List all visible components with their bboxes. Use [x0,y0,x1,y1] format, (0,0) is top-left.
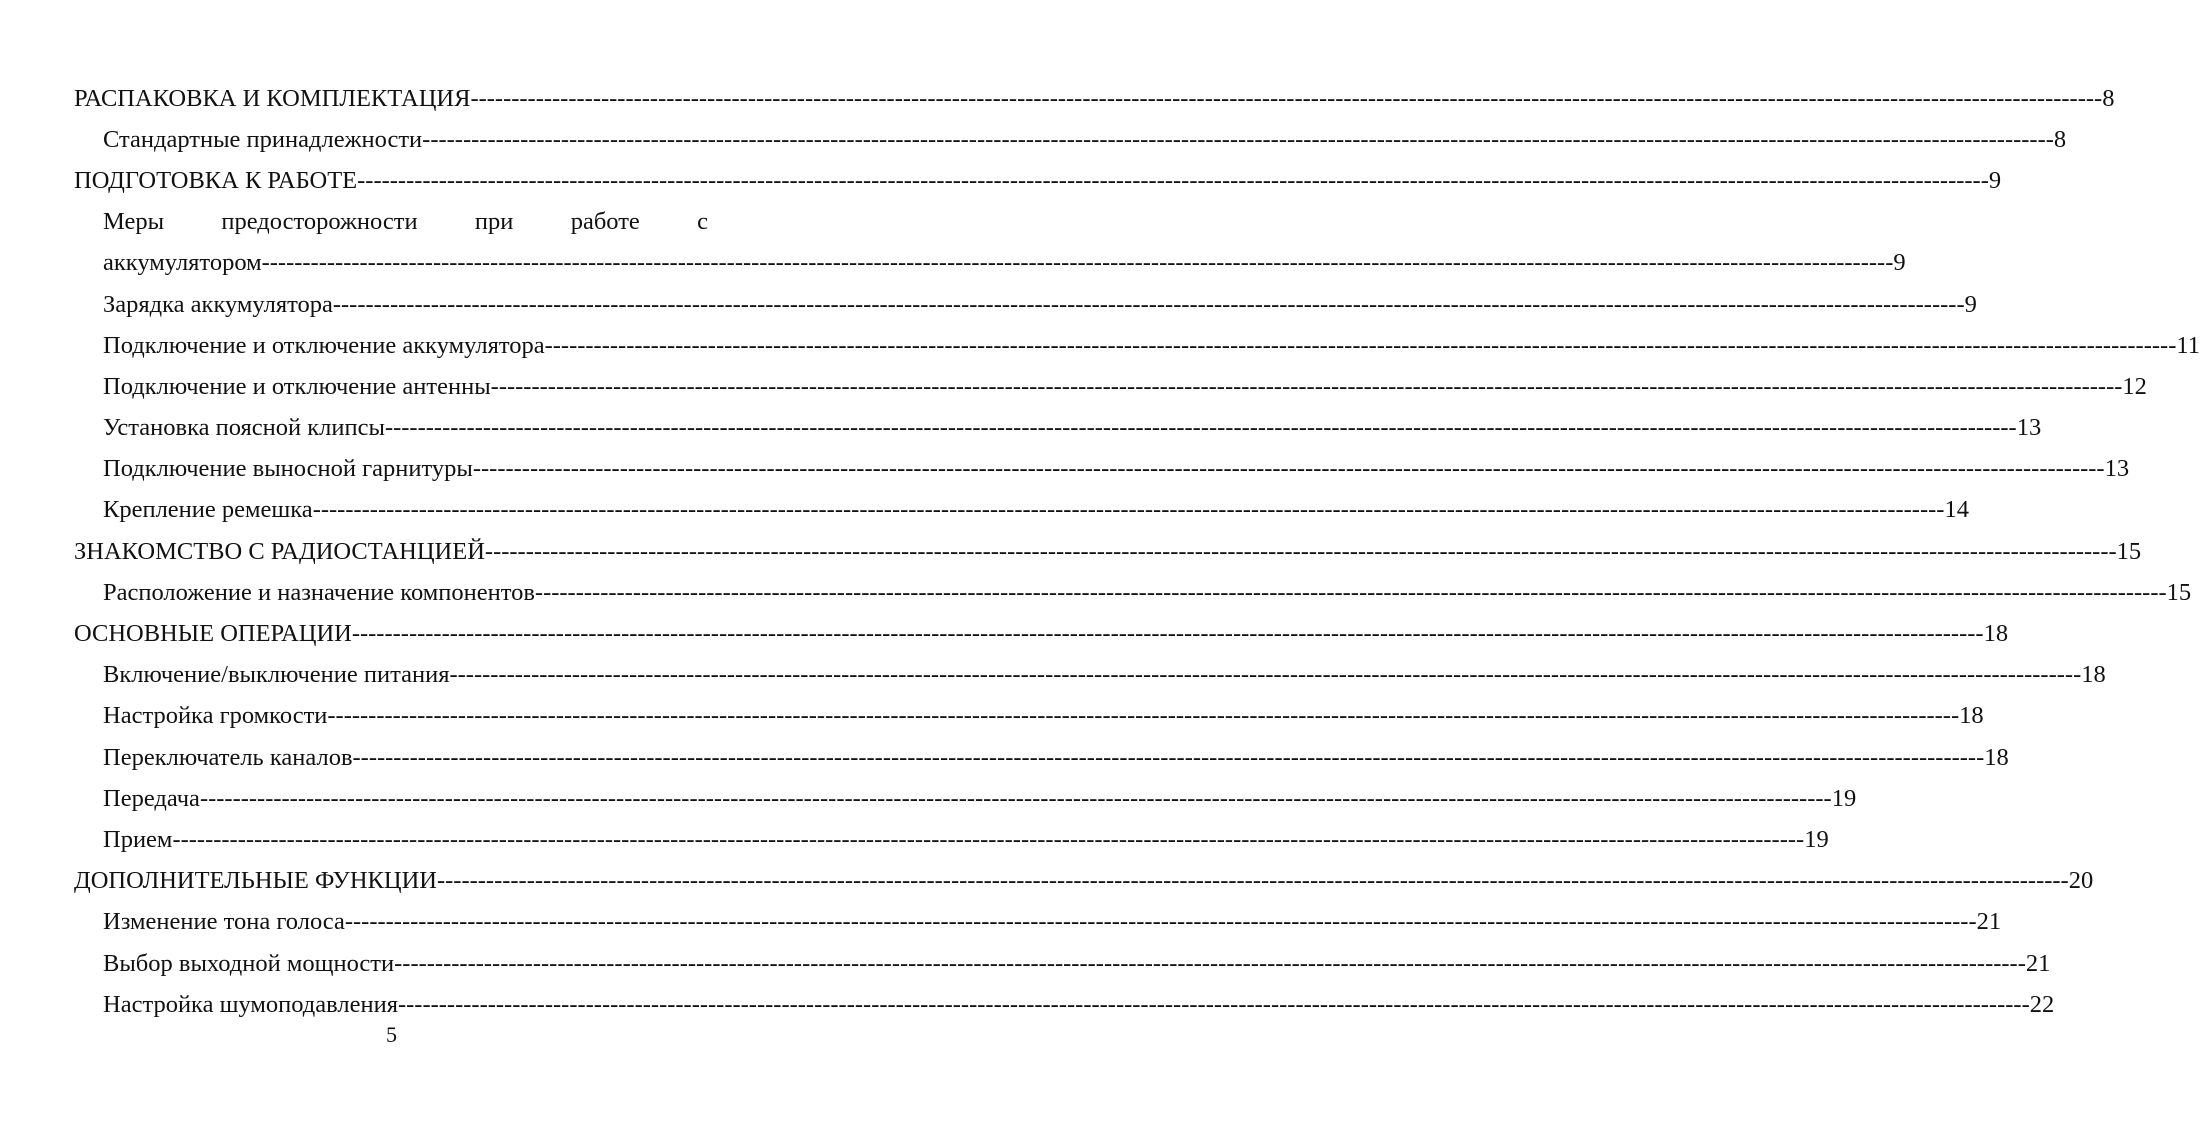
dot-leader: -------------------------------------------------------------------------------------------------------------------------------------------------------------------------------------------------------- [436,867,2069,895]
dot-leader: -------------------------------------------------------------------------------------------------------------------------------------------------------------------------------------------------------- [312,496,1945,524]
toc-subsection-entry[interactable] [74,202,708,243]
toc-entry-page: 19 [1831,784,1857,812]
toc-entry-page: 18 [1984,743,2009,771]
toc-section-entry[interactable] [74,78,2115,119]
dot-leader: -------------------------------------------------------------------------------------------------------------------------------------------------------------------------------------------------------- [327,702,1960,730]
toc-entry-title: ЗНАКОМСТВО С РАДИОСТАНЦИЕЙ [74,537,485,565]
toc-entry-page: 18 [2081,661,2106,689]
toc-entry-page: 22 [2029,990,2055,1018]
dot-leader: -------------------------------------------------------------------------------------------------------------------------------------------------------------------------------------------------------- [172,825,1805,853]
toc-entry-page: 15 [2116,537,2142,565]
dot-leader: -------------------------------------------------------------------------------------------------------------------------------------------------------------------------------------------------------- [332,290,1965,318]
toc-entry-title: Прием [103,825,173,853]
toc-subsection-entry[interactable] [74,243,1906,284]
dot-leader: -------------------------------------------------------------------------------------------------------------------------------------------------------------------------------------------------------- [199,784,1832,812]
toc-entry-page: 9 [1988,166,2002,194]
toc-entry-page: 9 [1893,249,1906,277]
toc-entry-page: 8 [2053,125,2067,153]
toc-subsection-entry[interactable] [74,778,1857,819]
toc-subsection-entry[interactable] [74,325,2200,366]
dot-leader: -------------------------------------------------------------------------------------------------------------------------------------------------------------------------------------------------------- [397,990,2030,1018]
toc-entry-title: ДОПОЛНИТЕЛЬНЫЕ ФУНКЦИИ [74,867,437,895]
toc-entry-title: аккумулятором [103,249,262,277]
dot-leader: -------------------------------------------------------------------------------------------------------------------------------------------------------------------------------------------------------- [534,578,2167,606]
dot-leader: -------------------------------------------------------------------------------------------------------------------------------------------------------------------------------------------------------- [357,166,1989,194]
toc-subsection-entry[interactable] [74,984,2055,1025]
dot-leader: -------------------------------------------------------------------------------------------------------------------------------------------------------------------------------------------------------- [472,455,2105,483]
dot-leader: -------------------------------------------------------------------------------------------------------------------------------------------------------------------------------------------------------- [422,125,2054,153]
toc-title-word: работе [570,208,640,236]
toc-entry-title: РАСПАКОВКА И КОМПЛЕКТАЦИЯ [74,84,471,112]
toc-entry-title: Включение/выключение питания [103,661,450,689]
dot-leader: -------------------------------------------------------------------------------------------------------------------------------------------------------------------------------------------------------- [544,331,2177,359]
toc-entry-title: Передача [103,784,200,812]
toc-section-entry[interactable] [74,861,2094,902]
toc-entry-page: 18 [1983,620,2009,648]
toc-section-entry[interactable] [74,613,2009,654]
toc-entry-title: Стандартные принадлежности [103,125,423,153]
dot-leader: -------------------------------------------------------------------------------------------------------------------------------------------------------------------------------------------------------- [352,743,1985,771]
toc-title-word: при [474,208,514,236]
toc-title-word: с [697,208,708,236]
dot-leader: -------------------------------------------------------------------------------------------------------------------------------------------------------------------------------------------------------- [351,620,1984,648]
toc-subsection-entry[interactable] [74,366,2147,407]
toc-title-word: Меры [103,208,165,236]
toc-entry-title: ПОДГОТОВКА К РАБОТЕ [74,166,358,194]
toc-subsection-entry[interactable] [74,284,1977,325]
dot-leader: -------------------------------------------------------------------------------------------------------------------------------------------------------------------------------------------------------- [394,949,2026,977]
dot-leader: -------------------------------------------------------------------------------------------------------------------------------------------------------------------------------------------------------- [490,372,2123,400]
toc-subsection-entry[interactable] [74,449,2130,490]
toc-entry-title: Подключение и отключение аккумулятора [103,331,545,359]
toc-subsection-entry[interactable] [74,819,1829,860]
toc-entry-page: 11 [2176,331,2200,359]
toc-subsection-entry[interactable] [74,490,1969,531]
toc-entry-page: 14 [1944,496,1969,524]
toc-entry-page: 13 [2016,414,2042,442]
dot-leader: -------------------------------------------------------------------------------------------------------------------------------------------------------------------------------------------------------- [449,661,2082,689]
toc-entry-title: Крепление ремешка [103,496,313,524]
toc-subsection-entry[interactable] [74,902,2002,943]
dot-leader: -------------------------------------------------------------------------------------------------------------------------------------------------------------------------------------------------------- [484,537,2117,565]
toc-subsection-entry[interactable] [74,737,2009,778]
dot-leader: -------------------------------------------------------------------------------------------------------------------------------------------------------------------------------------------------------- [470,84,2103,112]
toc-entry-page: 21 [2025,949,2051,977]
toc-entry-title: Переключатель каналов [103,743,353,771]
toc-subsection-entry[interactable] [74,119,2067,160]
table-of-contents [74,78,2200,1025]
toc-entry-page: 19 [1804,825,1829,853]
toc-subsection-entry[interactable] [74,655,2106,696]
toc-entry-title: Настройка громкости [103,702,328,730]
toc-entry-page: 8 [2102,84,2115,112]
toc-entry-title: Изменение тона голоса [103,908,345,936]
toc-subsection-entry[interactable] [74,572,2192,613]
dot-leader: -------------------------------------------------------------------------------------------------------------------------------------------------------------------------------------------------------- [261,249,1894,277]
toc-entry-title: Установка поясной клипсы [103,414,385,442]
toc-entry-page: 20 [2068,867,2094,895]
dot-leader: -------------------------------------------------------------------------------------------------------------------------------------------------------------------------------------------------------- [384,414,2017,442]
toc-section-entry[interactable] [74,531,2142,572]
toc-entry-title: Подключение и отключение антенны [103,372,491,400]
toc-entry-title: Зарядка аккумулятора [103,290,333,318]
toc-entry-page: 12 [2122,372,2147,400]
toc-section-entry[interactable] [74,160,2002,201]
toc-entry-page: 18 [1959,702,1984,730]
toc-title-word: предосторожности [221,208,418,236]
toc-entry-title: Настройка шумоподавления [103,990,398,1018]
toc-entry-title: Расположение и назначение компонентов [103,578,535,606]
toc-entry-page: 9 [1964,290,1977,318]
toc-entry-page: 21 [1976,908,2002,936]
toc-entry-title: ОСНОВНЫЕ ОПЕРАЦИИ [74,620,352,648]
toc-subsection-entry[interactable] [74,408,2042,449]
toc-subsection-entry[interactable] [74,696,1984,737]
page-number: 5 [386,1022,397,1047]
toc-entry-page: 13 [2104,455,2130,483]
dot-leader: -------------------------------------------------------------------------------------------------------------------------------------------------------------------------------------------------------- [344,908,1977,936]
toc-entry-title: Выбор выходной мощности [103,949,395,977]
toc-entry-page: 15 [2166,578,2192,606]
toc-entry-title: Подключение выносной гарнитуры [103,455,473,483]
toc-subsection-entry[interactable] [74,943,2051,984]
